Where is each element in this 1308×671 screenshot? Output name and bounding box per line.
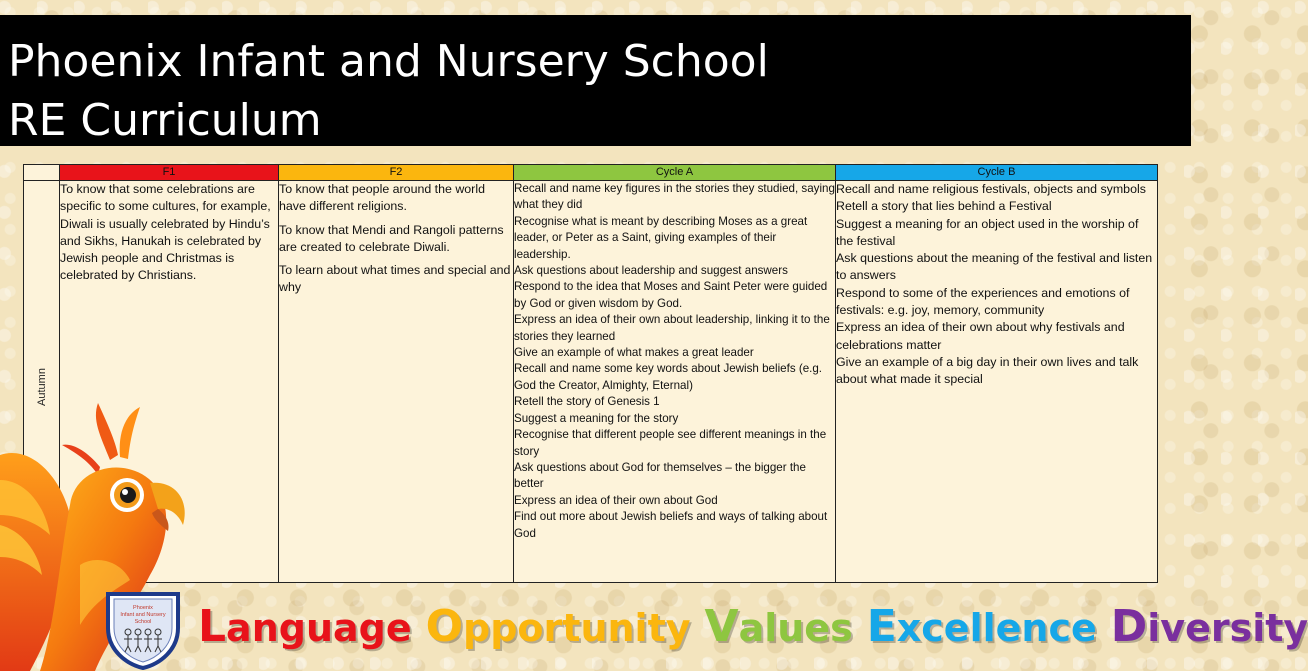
f1-text: To know that some celebrations are specific to some cultures, for example, Diwali is usually celebrated by Hindu’s and Sikhs, Hanukah is celebrated by Jewish people and Christmas is celebrated by Christians. bbox=[60, 182, 271, 283]
cycle-a-line: Ask questions about leadership and suggest answers bbox=[514, 264, 788, 278]
cycle-a-line: Suggest a meaning for the story bbox=[514, 411, 679, 425]
motto-initial: O bbox=[425, 601, 464, 652]
cycle-a-line: Recall and name some key words about Jewish beliefs (e.g. God the Creator, Almighty, Eternal) bbox=[514, 362, 823, 392]
cycle-a-line: Give an example of what makes a great leader bbox=[514, 346, 754, 360]
motto-word-rest: alues bbox=[738, 606, 853, 650]
school-motto bbox=[198, 602, 1308, 653]
curriculum-table bbox=[23, 164, 1158, 583]
cycle-b-line: Respond to some of the experiences and emotions of festivals: e.g. joy, memory, community bbox=[836, 285, 1130, 318]
column-header-f2: F2 bbox=[279, 165, 514, 181]
motto-word-rest: anguage bbox=[226, 606, 412, 650]
corner-cell bbox=[24, 165, 60, 181]
cycle-a-line: Ask questions about God for themselves – the bigger the better bbox=[514, 460, 806, 491]
motto-word-rest: xcellence bbox=[896, 606, 1097, 650]
cycle-a-line: Recall and name key figures in the stories they studied, saying what they did bbox=[514, 182, 835, 212]
school-crest-icon bbox=[102, 588, 184, 670]
crest-text-2: Infant and Nursery bbox=[120, 612, 166, 618]
f2-cell bbox=[279, 181, 514, 583]
cycle-a-line: Recognise what is meant by describing Moses as a great leader, or Peter as a Saint, giving examples of their leadership. bbox=[514, 214, 808, 261]
cycle-a-line: Retell the story of Genesis 1 bbox=[514, 395, 660, 409]
cycle-b-line: Recall and name religious festivals, objects and symbols bbox=[836, 182, 1146, 196]
row-label-autumn: Autumn bbox=[35, 368, 48, 406]
cycle-a-line: Express an idea of their own about God bbox=[514, 493, 718, 507]
title-band bbox=[0, 15, 1191, 146]
crest-text-1: Phoenix bbox=[133, 605, 153, 611]
cycle-a-line: Express an idea of their own about leadership, linking it to the stories they learned bbox=[514, 313, 830, 343]
table-row bbox=[24, 181, 1158, 583]
crest-text-3: School bbox=[134, 619, 152, 625]
cycle-a-cell bbox=[514, 181, 836, 583]
cycle-b-line: Retell a story that lies behind a Festival bbox=[836, 199, 1052, 214]
cycle-b-line: Express an idea of their own about why festivals and celebrations matter bbox=[836, 320, 1125, 352]
motto-word-rest: iversity bbox=[1147, 606, 1308, 650]
f2-paragraph: To learn about what times and special and why bbox=[279, 263, 511, 295]
cycle-b-line: Suggest a meaning for an object used in the worship of the festival bbox=[836, 216, 1139, 248]
motto-initial: E bbox=[866, 601, 897, 652]
cycle-b-line: Ask questions about the meaning of the festival and listen to answers bbox=[836, 251, 1153, 283]
column-header-f1: F1 bbox=[60, 165, 279, 181]
f2-paragraph: To know that Mendi and Rangoli patterns are created to celebrate Diwali. bbox=[279, 222, 504, 254]
cycle-a-line: Respond to the idea that Moses and Saint Peter were guided by God or given wisdom by God. bbox=[514, 280, 828, 310]
motto-initial: V bbox=[704, 601, 739, 652]
cycle-a-line: Recognise that different people see different meanings in the story bbox=[514, 428, 827, 458]
column-header-cycle-b: Cycle B bbox=[836, 165, 1158, 181]
cycle-b-cell bbox=[836, 181, 1158, 583]
header-row bbox=[24, 165, 1158, 181]
motto-word-rest: pportunity bbox=[463, 606, 691, 650]
school-name-title: Phoenix Infant and Nursery School bbox=[8, 36, 769, 87]
motto-initial: D bbox=[1110, 601, 1148, 652]
cycle-a-line: Find out more about Jewish beliefs and ways of talking about God bbox=[514, 510, 828, 540]
column-header-cycle-a: Cycle A bbox=[514, 165, 836, 181]
motto-initial: L bbox=[198, 601, 227, 652]
f2-paragraph: To know that people around the world have different religions. bbox=[279, 182, 485, 214]
cycle-b-line: Give an example of a big day in their own lives and talk about what made it special bbox=[836, 354, 1139, 387]
curriculum-title: RE Curriculum bbox=[8, 95, 322, 146]
